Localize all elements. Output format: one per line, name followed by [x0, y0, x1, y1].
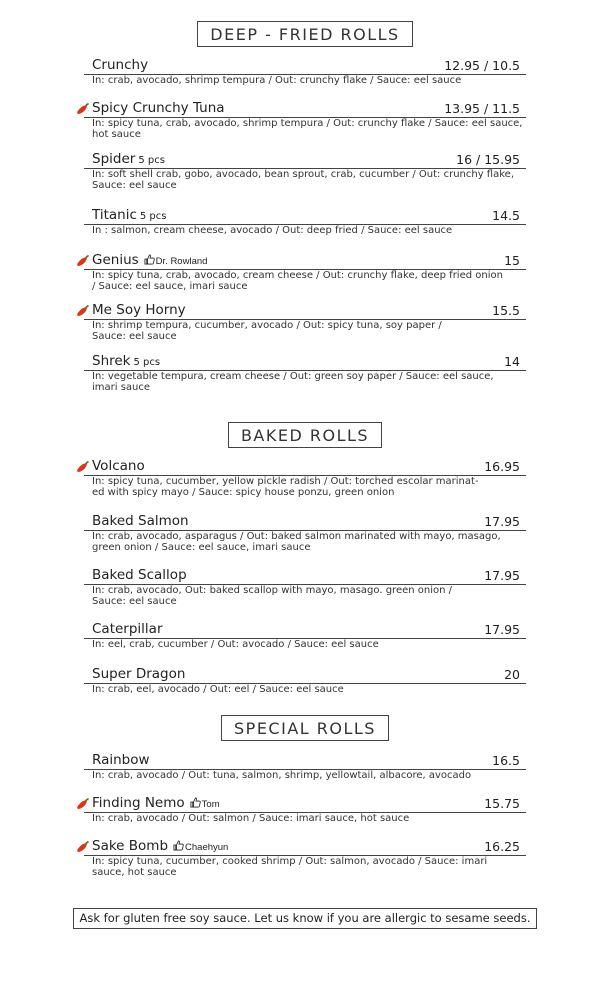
- menu-item-price: 12.95 / 10.5: [444, 58, 520, 73]
- piece-count: 5 pcs: [138, 155, 165, 166]
- menu-item: [84, 795, 526, 825]
- item-name-text: Rainbow: [92, 752, 150, 768]
- section-title: BAKED ROLLS: [228, 422, 382, 448]
- description-line: ed with spicy mayo / Sauce: spicy house ponzu, green onion: [92, 486, 395, 498]
- menu-item-description: [92, 226, 526, 237]
- menu-item-name: [92, 252, 207, 268]
- item-name-text: Spicy Crunchy Tuna: [92, 100, 225, 116]
- menu-item: [84, 252, 526, 292]
- menu-item-name: [92, 621, 163, 637]
- menu-item-price: 15.75: [484, 796, 520, 811]
- menu-item: [84, 838, 526, 878]
- menu-item-name: [92, 795, 220, 811]
- menu-item-price: 15.5: [492, 303, 520, 318]
- menu-item: [84, 151, 526, 191]
- menu-item: [84, 207, 526, 237]
- menu-item-name: [92, 567, 187, 583]
- menu-item-price: 16.95: [484, 459, 520, 474]
- menu-item-header: [84, 57, 526, 75]
- chili-pepper-icon: [76, 460, 90, 474]
- menu-item-name: [92, 458, 145, 474]
- menu-item-name: [92, 752, 150, 768]
- chili-pepper-icon: [76, 102, 90, 116]
- chili-pepper-icon: [76, 797, 90, 811]
- recommendation: [144, 256, 208, 267]
- menu-item-description: [92, 76, 526, 87]
- menu-item-price: 14.5: [492, 208, 520, 223]
- menu-item: [84, 353, 526, 393]
- menu-item-name: [92, 302, 186, 318]
- menu-item-header: [84, 151, 526, 169]
- description-line: imari sauce: [92, 381, 151, 393]
- item-name-text: Titanic: [92, 207, 137, 223]
- menu-item-name: [92, 353, 160, 369]
- menu-item-header: [84, 838, 526, 856]
- description-line: In: crab, avocado / Out: salmon / Sauce: imari sauce, hot sauce: [92, 813, 410, 824]
- menu-item-header: [84, 795, 526, 813]
- menu-item-description: [92, 771, 526, 782]
- menu-item-name: [92, 151, 165, 167]
- section-title: SPECIAL ROLLS: [221, 715, 389, 741]
- menu-item: [84, 621, 526, 651]
- menu-item-header: [84, 752, 526, 770]
- recommender-name: Chaehyun: [185, 842, 229, 853]
- menu-item: [84, 513, 526, 553]
- description-line: In: spicy tuna, crab, avocado, cream cheese / Out: crunchy flake, deep fried onion: [92, 270, 503, 281]
- description-line: In: crab, avocado, asparagus / Out: baked salmon marinated with mayo, masago,: [92, 531, 501, 542]
- menu-item-description: [92, 857, 526, 878]
- menu-item-description: [92, 271, 526, 292]
- menu-item-description: [92, 685, 526, 696]
- description-line: In: eel, crab, cucumber / Out: avocado / Sauce: eel sauce: [92, 639, 379, 650]
- piece-count: 5 pcs: [133, 357, 161, 368]
- item-name-text: Baked Scallop: [92, 567, 187, 583]
- item-name-text: Genius: [92, 252, 139, 268]
- thumbs-up-icon: [173, 840, 184, 851]
- item-name-text: Caterpillar: [92, 621, 163, 637]
- menu-item-name: [92, 100, 225, 116]
- menu-item: [84, 100, 526, 140]
- description-line: green onion / Sauce: eel sauce, imari sauce: [92, 541, 311, 553]
- description-line: In: spicy tuna, cucumber, yellow pickle radish / Out: torched escolar marinat-: [92, 476, 479, 487]
- menu-item-description: [92, 814, 526, 825]
- description-line: In: spicy tuna, crab, avocado, shrimp tempura / Out: crunchy flake / Sauce: eel sauce,: [92, 118, 523, 129]
- menu-item-header: [84, 458, 526, 476]
- menu-item: [84, 458, 526, 498]
- item-name-text: Volcano: [92, 458, 145, 474]
- thumbs-up-icon: [190, 797, 201, 808]
- description-line: In: crab, avocado, Out: baked scallop with mayo, masago. green onion /: [92, 585, 453, 596]
- menu-item-description: [92, 321, 526, 342]
- item-name-text: Me Soy Horny: [92, 302, 186, 318]
- description-line: In: vegetable tempura, cream cheese / Out: green soy paper / Sauce: eel sauce,: [92, 371, 494, 382]
- chili-pepper-icon: [76, 254, 90, 268]
- menu-item-price: 14: [504, 354, 520, 369]
- section-special: [0, 715, 610, 741]
- item-name-text: Shrek: [92, 353, 131, 369]
- footer-note: Ask for gluten free soy sauce. Let us know if you are allergic to sesame seeds.: [73, 908, 537, 929]
- chili-pepper-icon: [76, 304, 90, 318]
- description-line: In: crab, avocado, shrimp tempura / Out: crunchy flake / Sauce: eel sauce: [92, 75, 462, 86]
- description-line: In: soft shell crab, gobo, avocado, bean sprout, crab, cucumber / Out: crunchy flake,: [92, 169, 514, 180]
- menu-item-name: [92, 838, 228, 854]
- menu-item-price: 15: [504, 253, 520, 268]
- description-line: Sauce: eel sauce: [92, 330, 177, 342]
- section-baked: [0, 422, 610, 448]
- menu-item-name: [92, 513, 189, 529]
- item-name-text: Crunchy: [92, 57, 149, 73]
- menu-item-name: [92, 207, 167, 223]
- menu-item-description: [92, 586, 526, 607]
- description-line: In: crab, eel, avocado / Out: eel / Sauce: eel sauce: [92, 684, 344, 695]
- item-name-text: Sake Bomb: [92, 838, 169, 854]
- description-line: Sauce: eel sauce: [92, 595, 177, 607]
- menu-item: [84, 57, 526, 87]
- menu-item-price: 13.95 / 11.5: [444, 101, 520, 116]
- menu-item-description: [92, 119, 526, 140]
- piece-count: 5 pcs: [139, 211, 167, 222]
- menu-item-description: [92, 477, 526, 498]
- menu-item-price: 17.95: [484, 622, 520, 637]
- recommendation: [190, 799, 220, 810]
- menu-item-description: [92, 170, 526, 191]
- recommender-name: Dr. Rowland: [155, 256, 208, 267]
- item-name-text: Finding Nemo: [92, 795, 185, 811]
- description-line: In: spicy tuna, cucumber, cooked shrimp / Out: salmon, avocado / Sauce: imari: [92, 856, 488, 867]
- menu-item-name: [92, 666, 185, 682]
- menu-item-header: [84, 513, 526, 531]
- item-name-text: Super Dragon: [92, 666, 186, 682]
- description-line: sauce, hot sauce: [92, 866, 177, 878]
- section-deep-fried: [0, 21, 610, 47]
- menu-item: [84, 752, 526, 782]
- description-line: hot sauce: [92, 128, 141, 140]
- menu-item-header: [84, 353, 526, 371]
- menu-item-price: 17.95: [484, 514, 520, 529]
- menu-item-price: 16.25: [484, 839, 520, 854]
- menu-item: [84, 666, 526, 696]
- menu-item-price: 16 / 15.95: [456, 152, 520, 167]
- menu-item: [84, 567, 526, 607]
- menu-item-price: 17.95: [484, 568, 520, 583]
- menu-item-header: [84, 621, 526, 639]
- chili-pepper-icon: [76, 840, 90, 854]
- menu-item-description: [92, 372, 526, 393]
- menu-item-header: [84, 567, 526, 585]
- menu-item-price: 16.5: [492, 753, 520, 768]
- item-name-text: Baked Salmon: [92, 513, 189, 529]
- menu-item-header: [84, 666, 526, 684]
- menu-item: [84, 302, 526, 342]
- description-line: / Sauce: eel sauce, imari sauce: [92, 280, 248, 292]
- description-line: In: shrimp tempura, cucumber, avocado / Out: spicy tuna, soy paper /: [92, 320, 442, 331]
- description-line: Sauce: eel sauce: [92, 179, 177, 191]
- description-line: In : salmon, cream cheese, avocado / Out: deep fried / Sauce: eel sauce: [92, 225, 453, 236]
- recommender-name: Tom: [201, 799, 220, 810]
- menu-item-header: [84, 302, 526, 320]
- item-name-text: Spider: [92, 151, 136, 167]
- menu-item-header: [84, 100, 526, 118]
- menu-item-description: [92, 532, 526, 553]
- menu-item-name: [92, 57, 148, 73]
- menu-item-header: [84, 252, 526, 270]
- recommendation: [173, 842, 228, 853]
- menu-item-price: 20: [504, 667, 520, 682]
- thumbs-up-icon: [144, 254, 155, 265]
- section-title: DEEP - FRIED ROLLS: [197, 21, 412, 47]
- menu-item-header: [84, 207, 526, 225]
- menu-item-description: [92, 640, 526, 651]
- description-line: In: crab, avocado / Out: tuna, salmon, shrimp, yellowtail, albacore, avocado: [92, 770, 472, 781]
